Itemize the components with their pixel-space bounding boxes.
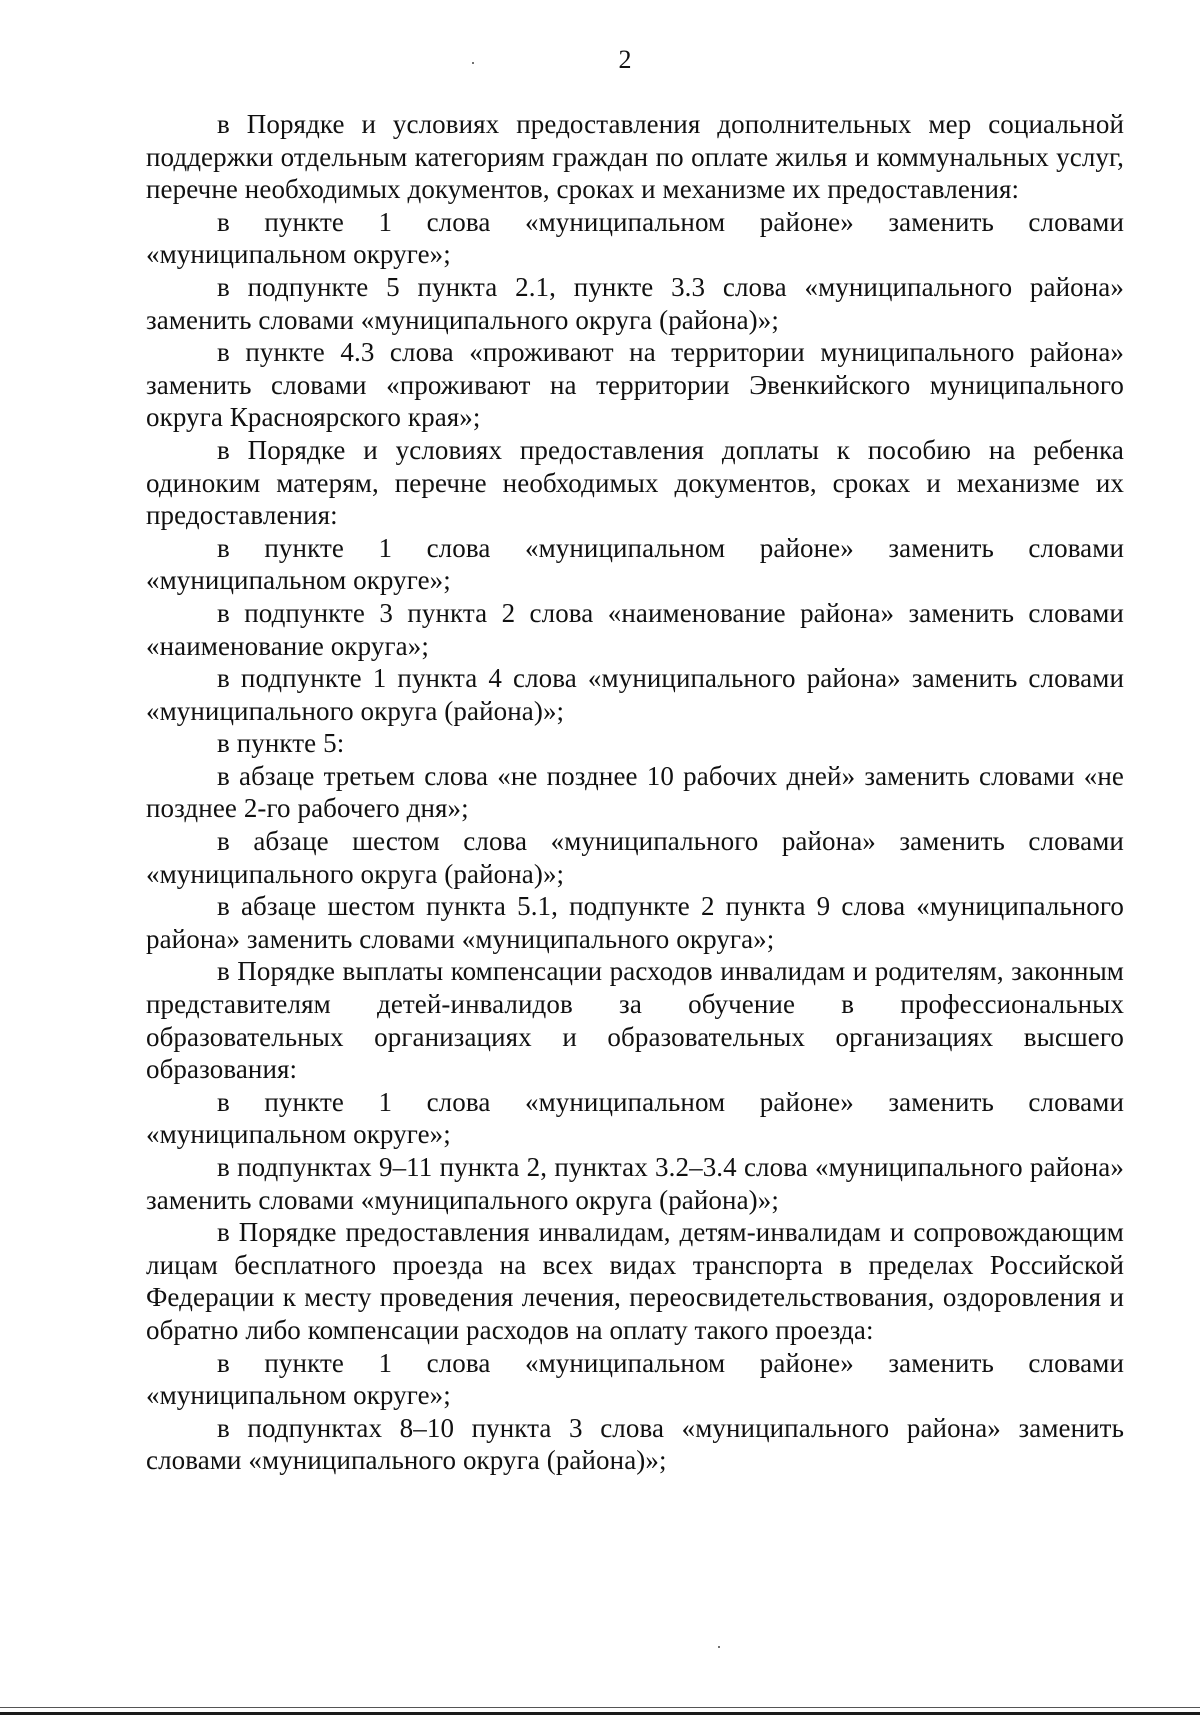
paragraph: в пункте 4.3 слова «проживают на территории муниципального района» заменить словами «проживают на территории Эвенкийского муниципального округа Красноярского края»; [146, 337, 1124, 433]
paragraph: в пункте 1 слова «муниципальном районе» заменить словами «муниципальном округе»; [146, 532, 1124, 596]
paragraph: в подпункте 3 пункта 2 слова «наименование района» заменить словами «наименование округа»; [146, 597, 1124, 661]
paragraph: в пункте 1 слова «муниципальном районе» заменить словами «муниципальном округе»; [146, 1086, 1124, 1150]
paragraph: в абзаце шестом пункта 5.1, подпункте 2 пункта 9 слова «муниципального района» заменить словами «муниципального округа»; [146, 891, 1124, 954]
paragraph: в подпункте 5 пункта 2.1, пункте 3.3 слова «муниципального района» заменить словами «муниципального округа (района)»; [146, 271, 1124, 335]
page-number: 2 [618, 45, 632, 74]
paragraph: в абзаце третьем слова «не позднее 10 рабочих дней» заменить словами «не позднее 2-го рабочего дня»; [146, 760, 1124, 824]
scan-edge-line [0, 1712, 1200, 1715]
paragraph: в абзаце шестом слова «муниципального района» заменить словами «муниципального округа (района)»; [146, 826, 1124, 889]
paragraph: в Порядке и условиях предоставления доплаты к пособию на ребенка одиноким матерям, перечне необходимых документов, сроках и механизме их предоставления: [146, 434, 1124, 531]
scan-edge-line [0, 1707, 1200, 1708]
paragraph: в подпункте 1 пункта 4 слова «муниципального района» заменить словами «муниципального округа (района)»; [146, 663, 1124, 726]
paragraph: в подпунктах 8–10 пункта 3 слова «муниципального района» заменить словами «муниципального округа (района)»; [146, 1412, 1124, 1476]
paragraph: в пункте 1 слова «муниципальном районе» заменить словами «муниципальном округе»; [146, 1347, 1124, 1411]
scan-speck [472, 62, 474, 64]
paragraph: в пункте 5: [217, 728, 345, 759]
document-body [146, 108, 1124, 1477]
scan-speck [718, 1646, 720, 1648]
paragraph: в пункте 1 слова «муниципальном районе» заменить словами «муниципальном округе»; [146, 206, 1124, 270]
paragraph: в Порядке выплаты компенсации расходов инвалидам и родителям, законным представителям детей-инвалидов за обучение в профессиональных образовательных организациях и образовательных организациях высшего образования: [146, 956, 1124, 1085]
paragraph: в подпунктах 9–11 пункта 2, пунктах 3.2–3.4 слова «муниципального района» заменить словами «муниципального округа (района)»; [146, 1152, 1124, 1215]
paragraph: в Порядке предоставления инвалидам, детям-инвалидам и сопровождающим лицам бесплатного проезда на всех видах транспорта в пределах Российской Федерации к месту проведения лечения, переосвидетельствования, оздоровления и обратно либо компенсации расходов на оплату такого проезда: [146, 1217, 1124, 1345]
paragraph: в Порядке и условиях предоставления дополнительных мер социальной поддержки отдельным категориям граждан по оплате жилья и коммунальных услуг, перечне необходимых документов, сроках и механизме их предоставления: [146, 109, 1124, 205]
